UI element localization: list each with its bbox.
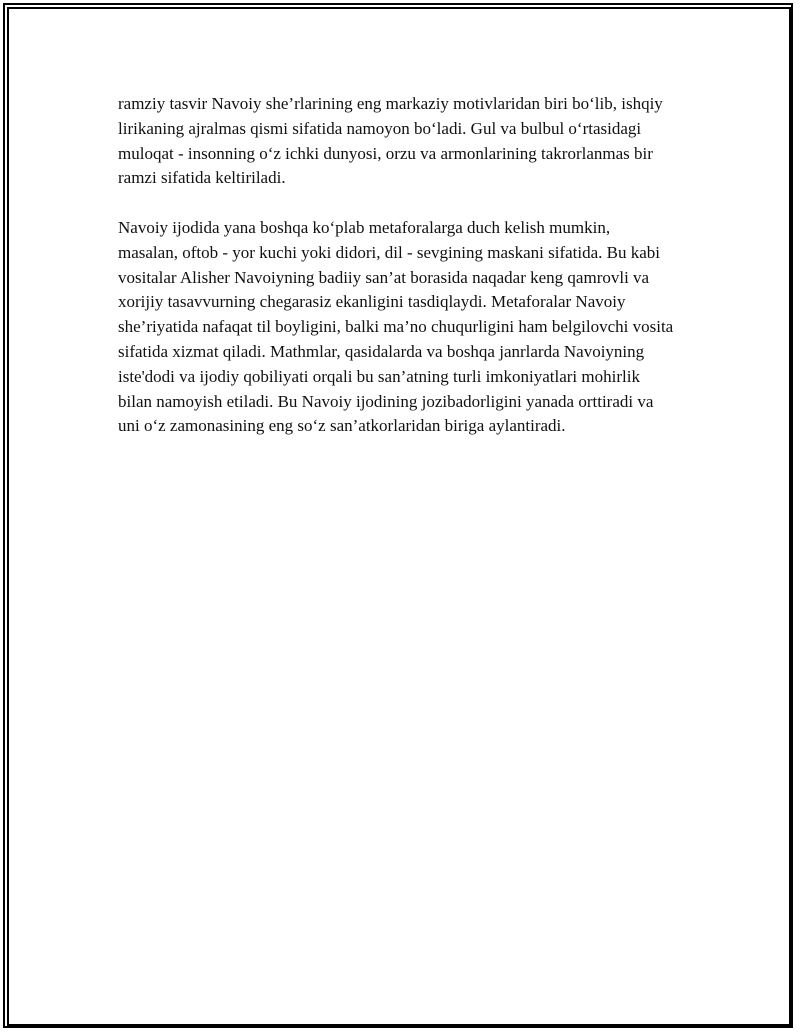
paragraph-2: Navoiy ijodida yana boshqa ko‘plab metaforalarga duch kelish mumkin, masalan, oftob - yor kuchi yoki didori, dil - sevgining maskani sifatida. Bu kabi vositalar Alisher Navoiyning badiiy san’at borasida naqadar keng qamrovli va xorijiy tasavvurning chegarasiz ekanligini tasdiqlaydi. Metaforalar Navoiy she’riyatida nafaqat til boyligini, balki ma’no chuqurligini ham belgilovchi vosita sifatida xizmat qiladi. Mathmlar, qasidalarda va boshqa janrlarda Navoiyning iste'dodi va ijodiy qobiliyati orqali bu san’atning turli imkoniyatlari mohirlik bilan namoyish etiladi. Bu Navoiy ijodining jozibadorligini yanada orttiradi va uni o‘z zamonasining eng so‘z san’atkorlaridan biriga aylantiradi. (118, 217, 674, 436)
paragraph-1: ramziy tasvir Navoiy she’rlarining eng markaziy motivlaridan biri bo‘lib, ishqiy lirikaning ajralmas qismi sifatida namoyon bo‘ladi. Gul va bulbul o‘rtasidagi muloqat - insonning o‘z ichki dunyosi, orzu va armonlarining takrorlanmas bir ramzi sifatida keltiriladi. (118, 94, 663, 188)
document-body (118, 92, 674, 464)
